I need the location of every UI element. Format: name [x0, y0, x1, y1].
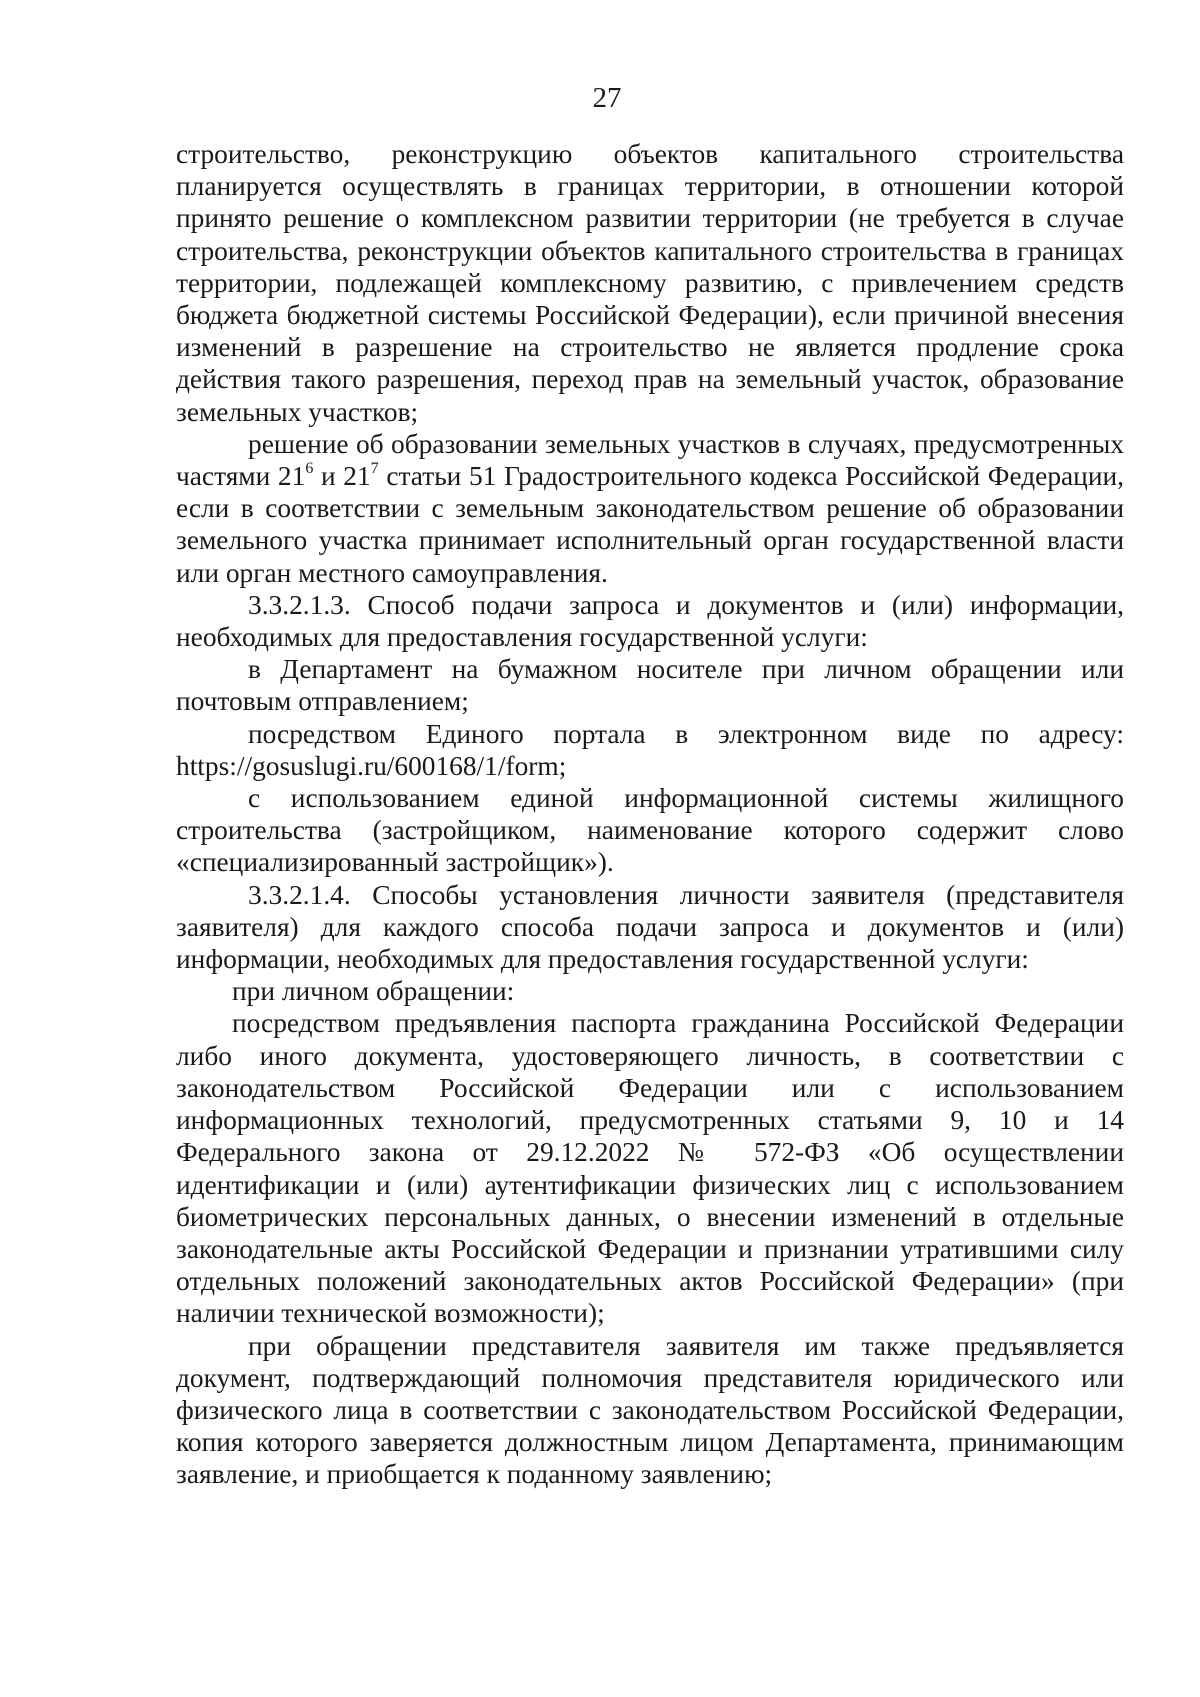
paragraph-text: посредством Единого портала в электронном виде по адресу: [248, 718, 1124, 749]
paragraph-construction-territory: строительство, реконструкцию объектов капитального строительства планируется осуществлять в границах территории, в отношении которой принято решение о комплексном развитии территории (не требуется в случае строительства, реконструкции объектов капитального строительства в границах территории, подлежащей комплексному развитию, с привлечением средств бюджета бюджетной системы Российской Федерации), если причиной внесения изменений в разрешение на строительство не является продление срока действия такого разрешения, переход прав на земельный участок, образование земельных участков; [176, 139, 1124, 427]
paragraph-portal-submission [176, 718, 1124, 782]
paragraph-identity-methods: 3.3.2.1.4. Способы установления личности заявителя (представителя заявителя) для каждого способа подачи запроса и документов и (или) информации, необходимых для предоставления государственной услуги: [176, 879, 1124, 975]
paragraph-text: и 21 [313, 461, 371, 492]
superscript: 6 [305, 460, 314, 478]
paragraph-passport-presentation: посредством предъявления паспорта гражданина Российской Федерации либо иного документа, удостоверяющего личность, в соответствии с законодательством Российской Федерации или с использованием информационных технологий, предусмотренных статьями 9, 10 и 14 Федерального закона от 29.12.2022 № 572-ФЗ «Об осуществлении идентификации и (или) аутентификации физических лиц с использованием биометрических персональных данных, о внесении изменений в отдельные законодательные акты Российской Федерации и признании утратившими силу отдельных положений законодательных актов Российской Федерации» (при наличии технической возможности); [176, 1008, 1124, 1329]
paragraph-text: решение об образовании земельных участков в случаях, предусмотренных частями 21 [176, 428, 1124, 492]
paragraph-housing-system: с использованием единой информационной системы жилищного строительства (застройщиком, наименование которого содержит слово «специализированный застройщик»). [176, 783, 1124, 878]
paragraph-submission-method: 3.3.2.1.3. Способ подачи запроса и документов и (или) информации, необходимых для предоставления государственной услуги: [176, 589, 1124, 653]
paragraph-representative-authority: при обращении представителя заявителя им также предъявляется документ, подтверждающий полномочия представителя юридического или физического лица в соответствии с законодательством Российской Федерации, копия которого заверяется должностным лицом Департамента, принимающим заявление, и приобщается к поданному заявлению; [176, 1330, 1124, 1490]
paragraph-personal-appeal: при личном обращении: [232, 976, 515, 1007]
page-number: 27 [592, 82, 622, 114]
paragraph-paper-submission: в Департамент на бумажном носителе при личном обращении или почтовым отправлением; [176, 654, 1124, 717]
paragraph-land-plots-decision [176, 428, 1124, 589]
portal-url-link[interactable]: https://gosuslugi.ru/600168/1/form; [176, 750, 567, 781]
document-body [176, 138, 1124, 1491]
superscript: 7 [370, 460, 379, 478]
paragraph-text: статьи 51 Градостроительного кодекса Российской Федерации, если в соответствии с земельным законодательством решение об образовании земельного участка принимает исполнительный орган государственной власти или орган местного самоуправления. [176, 461, 1125, 588]
